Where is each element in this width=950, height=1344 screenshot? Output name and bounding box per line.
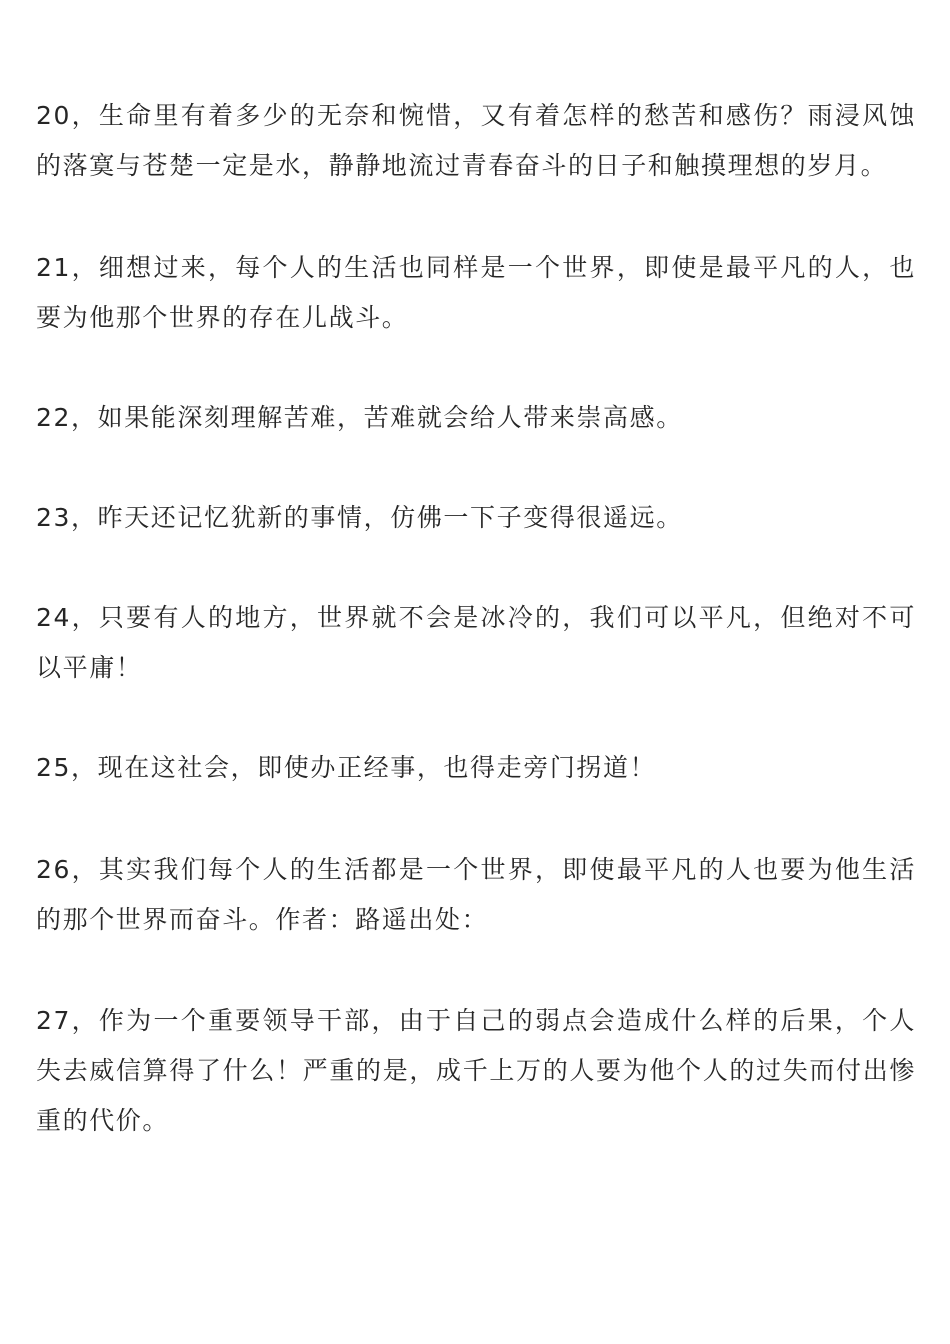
quote-paragraph-25: 25，现在这社会，即使办正经事，也得走旁门拐道！ xyxy=(36,753,657,782)
quote-paragraph-24: 24，只要有人的地方，世界就不会是冰冷的，我们可以平凡，但绝对不可以平庸！ xyxy=(36,603,916,682)
quote-paragraph-20: 20，生命里有着多少的无奈和惋惜，又有着怎样的愁苦和感伤？雨浸风蚀的落寞与苍楚一定是水，静静地流过青春奋斗的日子和触摸理想的岁月。 xyxy=(36,101,916,180)
quote-paragraph-27: 27，作为一个重要领导干部，由于自己的弱点会造成什么样的后果，个人失去威信算得了什么！严重的是，成千上万的人要为他个人的过失而付出惨重的代价。 xyxy=(36,1006,916,1135)
quote-paragraph-21: 21，细想过来，每个人的生活也同样是一个世界，即使是最平凡的人，也要为他那个世界的存在儿战斗。 xyxy=(36,253,916,332)
quote-paragraph-22: 22，如果能深刻理解苦难，苦难就会给人带来崇高感。 xyxy=(36,403,683,432)
quote-paragraph-23: 23，昨天还记忆犹新的事情，仿佛一下子变得很遥远。 xyxy=(36,503,683,532)
quote-paragraph-26: 26，其实我们每个人的生活都是一个世界，即使最平凡的人也要为他生活的那个世界而奋斗。作者：路遥出处： xyxy=(36,855,916,934)
